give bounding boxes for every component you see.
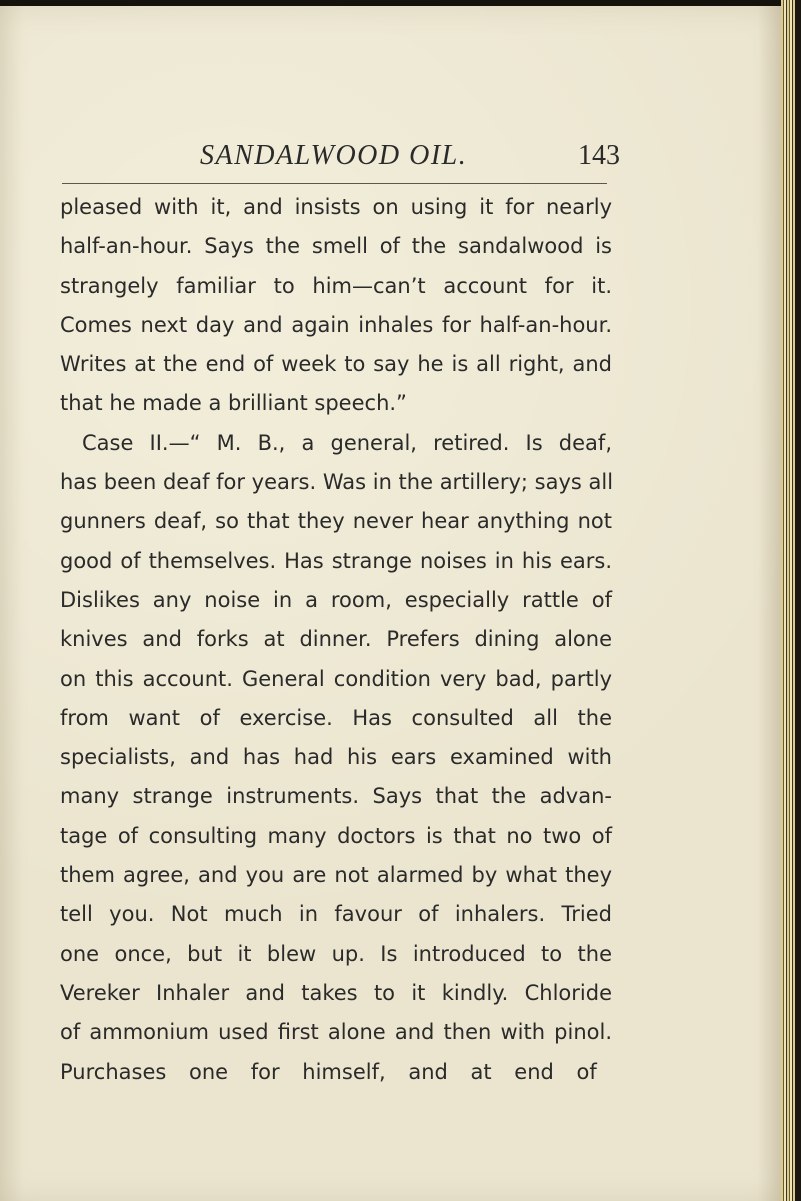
text-line: strangely familiar to him—can’t account for it. <box>60 273 612 298</box>
text-line: of ammonium used first alone and then with pinol. <box>60 1020 612 1045</box>
text-line: one once, but it blew up. Is introduced to the <box>60 941 612 966</box>
text-line: that he made a brilliant speech.” <box>60 391 407 416</box>
running-title: SANDALWOOD OIL. <box>200 140 468 171</box>
body-text <box>60 188 612 1092</box>
text-line: knives and forks at dinner. Prefers dining alone <box>60 627 612 652</box>
running-head <box>60 140 620 176</box>
text-line: on this account. General condition very bad, partly <box>60 666 612 691</box>
text-line: Vereker Inhaler and takes to it kindly. Chloride <box>60 980 612 1005</box>
page-number: 143 <box>578 140 620 171</box>
text-line: Writes at the end of week to say he is all right, and <box>60 352 612 377</box>
text-line: tell you. Not much in favour of inhalers. Tried <box>60 902 612 927</box>
text-line: specialists, and has had his ears examined with <box>60 745 612 770</box>
text-line: Purchases one for himself, and at end of <box>60 1059 597 1084</box>
text-line: good of themselves. Has strange noises in his ears. <box>60 548 612 573</box>
text-line: Comes next day and again inhales for half-an-hour. <box>60 312 612 337</box>
text-line: Case II.—“ M. B., a general, retired. Is deaf, <box>82 430 612 455</box>
header-rule <box>62 183 607 184</box>
text-line: pleased with it, and insists on using it for nearly <box>60 195 612 219</box>
text-line: gunners deaf, so that they never hear anything not <box>60 509 612 534</box>
text-line: from want of exercise. Has consulted all the <box>60 705 612 730</box>
text-line: has been deaf for years. Was in the artillery; says all <box>60 470 614 495</box>
text-line: Dislikes any noise in a room, especially rattle of <box>60 587 612 612</box>
text-line: them agree, and you are not alarmed by what they <box>60 863 612 888</box>
text-line: half-an-hour. Says the smell of the sandalwood is <box>60 234 612 259</box>
page-edge-shadow <box>795 0 801 1201</box>
text-line: many strange instruments. Says that the advan- <box>60 784 612 809</box>
text-line: tage of consulting many doctors is that no two of <box>60 823 612 848</box>
